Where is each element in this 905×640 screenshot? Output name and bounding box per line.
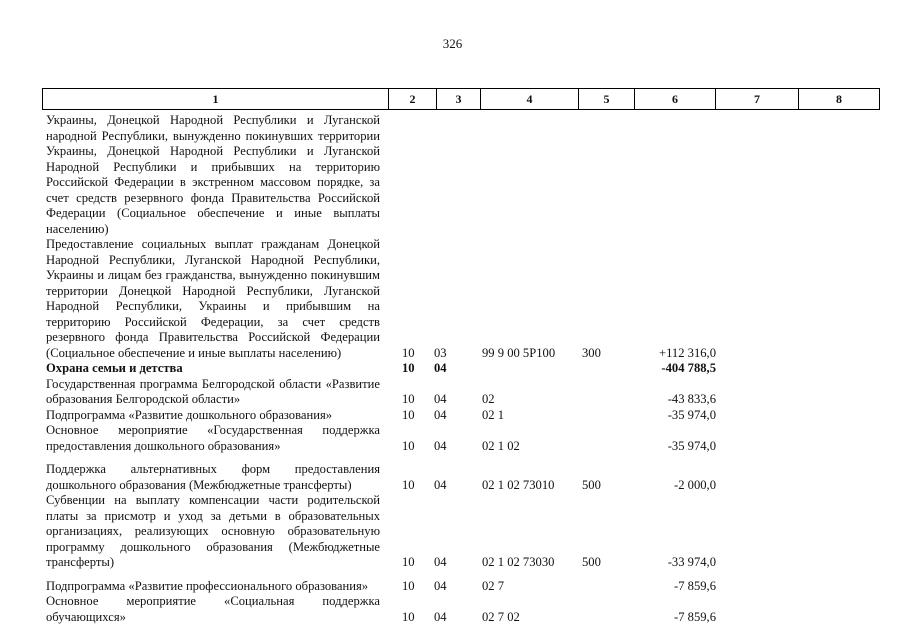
row-description: Украины, Донецкой Народной Республики и Луганской народной Республики, вынужденно покинувших территории Украины, Донецкой Народной Республики и Луганской Народной Республики и прибывших на территорию Российской Федерации в экстренном массовом порядке, за счет средств резервного фонда Правительства Российской Федерации (Социальное обеспечение и иные выплаты населению) [46,113,380,236]
table-body [46,113,886,625]
header-col-5: 5 [578,89,634,109]
table-row [46,462,886,493]
row-section: 10 [402,392,415,406]
table-row [46,423,886,454]
row-amount: -7 859,6 [674,609,716,624]
header-col-6: 6 [634,89,715,109]
row-description: Подпрограмма «Развитие профессионального образования» [46,578,369,593]
row-target-code: 02 1 [482,407,505,422]
table-header [42,88,880,110]
row-target-code: 02 1 02 73010 [482,477,555,492]
row-section: 10 [402,345,415,360]
header-col-7: 7 [715,89,798,109]
row-description: Основное мероприятие «Социальная поддержка обучающихся» [46,594,380,624]
row-expense-type: 300 [582,345,601,360]
table-row [46,579,886,595]
page-number: 326 [442,36,463,51]
row-target-code: 02 1 02 73030 [482,555,555,569]
row-section: 10 [402,477,415,492]
row-subsection: 04 [434,438,447,453]
row-section: 10 [402,555,415,569]
table-row [46,237,886,361]
table-row [46,113,886,237]
row-amount: -7 859,6 [674,578,716,593]
header-col-3: 3 [436,89,480,109]
table-row [46,493,886,571]
row-amount: -33 974,0 [667,555,716,569]
row-subsection: 04 [434,555,447,569]
table-row [46,361,886,377]
table-row [46,377,886,408]
row-description: Предоставление социальных выплат гражданам Донецкой Народной Республики, Луганской Народной Республики, Украины и лицам без гражданства, вынужденно покинувшим территории Донецкой Народной Республики, Луганской Народной Республики, Украины и прибывшим на территорию Российской Федерации, за счет средств резервного фонда Правительства Российской Федерации (Социальное обеспечение и иные выплаты населению) [46,237,380,360]
row-section: 10 [402,361,415,375]
row-description: Основное мероприятие «Государственная поддержка предоставления дошкольного образования» [46,423,380,453]
row-amount: -43 833,6 [667,392,716,406]
row-subsection: 04 [434,392,447,406]
row-section: 10 [402,578,415,593]
row-expense-type: 500 [582,555,601,569]
row-description: Поддержка альтернативных форм предоставления дошкольного образования (Межбюджетные трансферты) [46,462,380,492]
row-target-code: 02 1 02 [482,438,520,453]
header-col-4: 4 [480,89,578,109]
row-target-code: 02 [482,392,495,406]
row-target-code: 99 9 00 5Р100 [482,345,556,360]
row-target-code: 02 7 [482,578,505,593]
row-subsection: 04 [434,407,447,422]
row-description: Субвенции на выплату компенсации части родительской платы за присмотр и уход за детьми в образовательных организациях, реализующих основную образовательную программу дошкольного образования (Межбюджетные трансферты) [46,493,380,569]
row-subsection: 04 [434,609,447,624]
row-amount: -404 788,5 [661,361,716,375]
row-description: Подпрограмма «Развитие дошкольного образования» [46,407,333,422]
row-amount: +112 316,0 [658,345,716,360]
row-section: 10 [402,609,415,624]
table-row [46,594,886,625]
row-subsection: 04 [434,477,447,492]
row-amount: -35 974,0 [667,407,716,422]
row-subsection: 03 [434,345,447,360]
row-section: 10 [402,407,415,422]
header-col-2: 2 [388,89,436,109]
row-amount: -2 000,0 [674,477,716,492]
header-col-1: 1 [212,91,219,106]
row-subsection: 04 [434,361,447,375]
row-section: 10 [402,438,415,453]
row-target-code: 02 7 02 [482,609,520,624]
row-subsection: 04 [434,578,447,593]
row-description: Охрана семьи и детства [46,361,183,375]
header-col-8: 8 [798,89,879,109]
row-description: Государственная программа Белгородской области «Развитие образования Белгородской области» [46,376,380,406]
row-amount: -35 974,0 [667,438,716,453]
row-expense-type: 500 [582,477,601,492]
table-row [46,408,886,424]
